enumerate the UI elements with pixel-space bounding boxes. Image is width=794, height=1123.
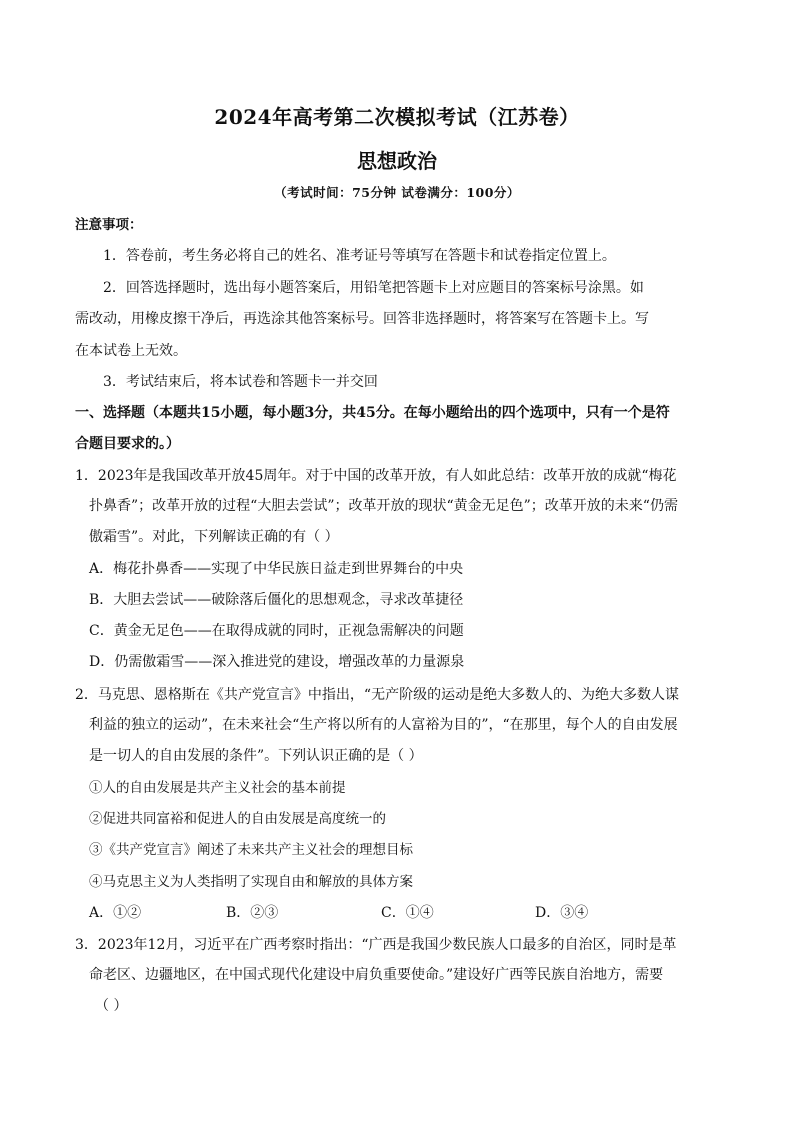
q2-option-c: C．①④ <box>381 905 434 921</box>
q2-stem-line-3: 是一切人的自由发展的条件”。下列认识正确的是（ ） <box>89 748 423 764</box>
notice-item-3: 3．考试结束后，将本试卷和答题卡一并交回 <box>103 374 378 390</box>
exam-subject: 思想政治 <box>357 149 437 173</box>
q1-option-b: B．大胆去尝试——破除落后僵化的思想观念，寻求改革捷径 <box>89 592 464 608</box>
q2-stem-line-2: 利益的独立的运动”，在未来社会“生产将以所有的人富裕为目的”，“在那里，每个人的自由发展 <box>89 717 678 733</box>
q1-stem-line-3: 傲霜雪”。对此，下列解读正确的有（ ） <box>89 529 339 545</box>
q2-stem-line-1: 2．马克思、恩格斯在《共产党宣言》中指出，“无产阶级的运动是绝大多数人的、为绝大多数人谋 <box>75 687 680 703</box>
notice-item-2-line-2: 需改动，用橡皮擦干净后，再选涂其他答案标号。回答非选择题时，将答案写在答题卡上。写 <box>75 311 649 327</box>
notice-item-1: 1．答卷前，考生务必将自己的姓名、准考证号等填写在答题卡和试卷指定位置上。 <box>103 248 616 264</box>
exam-title: 2024年高考第二次模拟考试（江苏卷） <box>214 105 580 129</box>
q2-option-b: B．②③ <box>226 905 279 921</box>
q1-option-c: C．黄金无足色——在取得成就的同时，正视急需解决的问题 <box>89 623 464 639</box>
section-1-heading-line-1: 一、选择题（本题共15小题，每小题3分，共45分。在每小题给出的四个选项中，只有一个是符 <box>75 405 670 421</box>
q3-stem-line-2: 命老区、边疆地区，在中国式现代化建设中肩负重要使命。”建设好广西等民族自治地方，需要 <box>89 967 664 983</box>
q2-option-d: D．③④ <box>535 905 589 921</box>
q1-stem-line-2: 扑鼻香”；改革开放的过程“大胆去尝试”；改革开放的现状“黄金无足色”；改革开放的未来“仍需 <box>89 498 678 514</box>
notice-item-2-line-3: 在本试卷上无效。 <box>75 343 187 359</box>
notice-item-2-line-1: 2．回答选择题时，选出每小题答案后，用铅笔把答题卡上对应题目的答案标号涂黑。如 <box>103 280 644 296</box>
q2-statement-2: ②促进共同富裕和促进人的自由发展是高度统一的 <box>89 811 386 827</box>
section-1-heading-line-2: 合题目要求的。） <box>75 436 180 452</box>
q2-statement-3: ③《共产党宣言》阐述了未来共产主义社会的理想目标 <box>89 842 413 858</box>
q1-option-d: D．仍需傲霜雪——深入推进党的建设，增强改革的力量源泉 <box>89 654 465 670</box>
notice-heading: 注意事项： <box>75 217 143 233</box>
q2-statement-1: ①人的自由发展是共产主义社会的基本前提 <box>89 780 346 796</box>
q2-statement-4: ④马克思主义为人类指明了实现自由和解放的具体方案 <box>89 874 413 890</box>
q3-stem-line-1: 3．2023年12月，习近平在广西考察时指出：“广西是我国少数民族人口最多的自治区，同时是革 <box>75 937 677 953</box>
exam-info: （考试时间：75分钟 试卷满分：100分） <box>274 185 520 200</box>
q3-stem-line-3: （ ） <box>95 998 128 1014</box>
q1-stem-line-1: 1．2023年是我国改革开放45周年。对于中国的改革开放，有人如此总结：改革开放的成就“梅花 <box>75 468 677 484</box>
q2-option-a: A．①② <box>89 905 142 921</box>
q1-option-a: A．梅花扑鼻香——实现了中华民族日益走到世界舞台的中央 <box>89 561 464 577</box>
